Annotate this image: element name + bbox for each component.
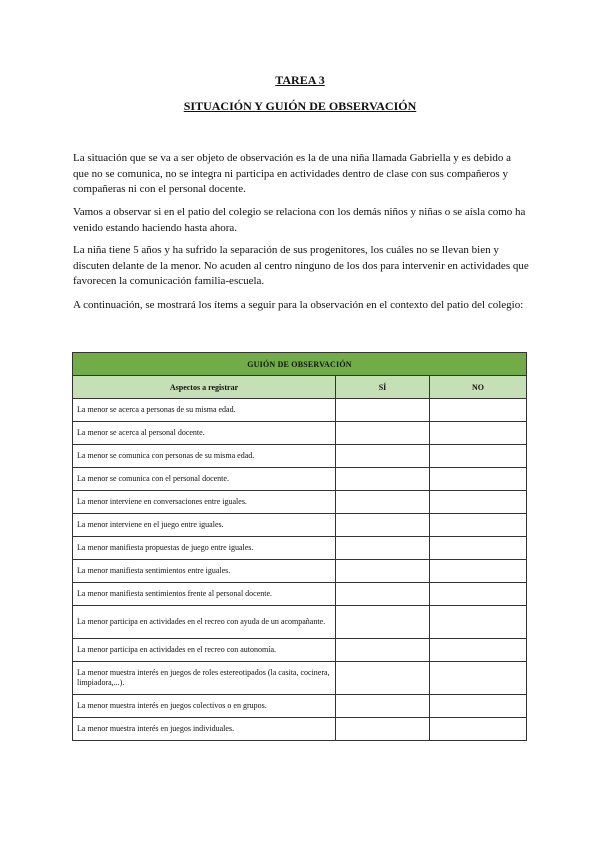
table-row: [73, 491, 527, 514]
paragraph-context: La niña tiene 5 años y ha sufrido la separación de sus progenitores, los cuáles no se llevan bien y discuten delante de la menor. No acuden al centro ninguno de los dos para intervenir en actividades que favorecen la comunicación familia-escuela.: [73, 244, 529, 287]
no-cell: [430, 560, 527, 583]
table-row: [73, 718, 527, 741]
yes-cell: [336, 445, 430, 468]
yes-cell: [336, 695, 430, 718]
yes-cell: [336, 639, 430, 662]
table-row: [73, 514, 527, 537]
yes-cell: [336, 560, 430, 583]
paragraph-objective: Vamos a observar si en el patio del colegio se relaciona con los demás niños y niñas o se aísla como ha venido estando haciendo hasta ahora.: [73, 206, 526, 234]
table-row: [73, 537, 527, 560]
column-header-yes: SÍ: [336, 376, 430, 399]
no-cell: [430, 491, 527, 514]
yes-cell: [336, 422, 430, 445]
no-cell: [430, 695, 527, 718]
yes-cell: [336, 583, 430, 606]
task-title: TAREA 3: [275, 73, 325, 87]
yes-cell: [336, 468, 430, 491]
yes-cell: [336, 537, 430, 560]
no-cell: [430, 514, 527, 537]
row-aspect: La menor participa en actividades en el recreo con ayuda de un acompañante.: [73, 606, 336, 639]
no-cell: [430, 422, 527, 445]
row-aspect: La menor se comunica con personas de su misma edad.: [73, 445, 336, 468]
no-cell: [430, 606, 527, 639]
table-row: [73, 399, 527, 422]
table-row: [73, 695, 527, 718]
no-cell: [430, 583, 527, 606]
row-aspect: La menor muestra interés en juegos individuales.: [73, 718, 336, 741]
table-row: [73, 639, 527, 662]
table-row: [73, 560, 527, 583]
no-cell: [430, 639, 527, 662]
no-cell: [430, 399, 527, 422]
column-header-no: NO: [430, 376, 527, 399]
observation-table: [72, 352, 527, 741]
yes-cell: [336, 514, 430, 537]
row-aspect: La menor participa en actividades en el recreo con autonomía.: [73, 639, 336, 662]
table-row: [73, 606, 527, 639]
row-aspect: La menor manifiesta sentimientos entre iguales.: [73, 560, 336, 583]
table-row: [73, 583, 527, 606]
no-cell: [430, 718, 527, 741]
row-aspect: La menor muestra interés en juegos de roles estereotipados (la casita, cocinera, limpiadora,...).: [73, 662, 336, 695]
table-row: [73, 662, 527, 695]
yes-cell: [336, 491, 430, 514]
no-cell: [430, 468, 527, 491]
table-row: [73, 422, 527, 445]
row-aspect: La menor interviene en conversaciones entre iguales.: [73, 491, 336, 514]
table-title: GUIÓN DE OBSERVACIÓN: [73, 353, 527, 376]
row-aspect: La menor se acerca al personal docente.: [73, 422, 336, 445]
row-aspect: La menor interviene en el juego entre iguales.: [73, 514, 336, 537]
no-cell: [430, 662, 527, 695]
row-aspect: La menor manifiesta sentimientos frente al personal docente.: [73, 583, 336, 606]
yes-cell: [336, 662, 430, 695]
row-aspect: La menor manifiesta propuestas de juego entre iguales.: [73, 537, 336, 560]
yes-cell: [336, 606, 430, 639]
yes-cell: [336, 399, 430, 422]
table-row: [73, 468, 527, 491]
no-cell: [430, 537, 527, 560]
table-row: [73, 445, 527, 468]
paragraph-intro-items: A continuación, se mostrará los ítems a seguir para la observación en el contexto del patio del colegio:: [73, 299, 524, 311]
row-aspect: La menor muestra interés en juegos colectivos o en grupos.: [73, 695, 336, 718]
paragraph-situation: La situación que se va a ser objeto de observación es la de una niña llamada Gabriella y es debido a que no se comunica, no se integra ni participa en actividades dentro de clase con sus compañeros y compañeras ni con el personal docente.: [73, 152, 512, 195]
row-aspect: La menor se comunica con el personal docente.: [73, 468, 336, 491]
yes-cell: [336, 718, 430, 741]
row-aspect: La menor se acerca a personas de su misma edad.: [73, 399, 336, 422]
no-cell: [430, 445, 527, 468]
column-header-aspects: Aspectos a registrar: [73, 376, 336, 399]
document-subtitle: SITUACIÓN Y GUIÓN DE OBSERVACIÓN: [183, 99, 417, 113]
